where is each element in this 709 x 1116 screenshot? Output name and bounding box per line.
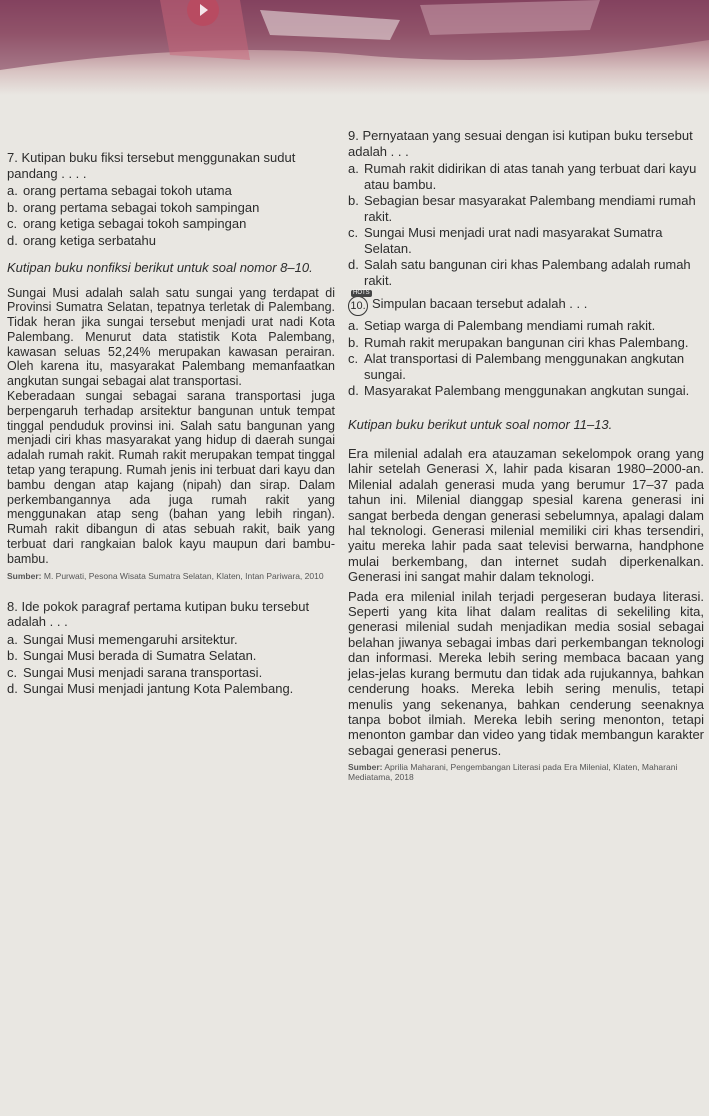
source-text: Aprilia Maharani, Pengembangan Literasi pada Era Milenial, Klaten, Maharani Mediatama, 2018 <box>348 762 678 783</box>
passage-source <box>348 762 704 782</box>
option-letter: c. <box>7 216 18 231</box>
question-8-option-c[interactable] <box>7 665 335 681</box>
passage-era-milenial <box>348 446 704 782</box>
option-text: Rumah rakit merupakan bangunan ciri khas Palembang. <box>364 334 689 350</box>
option-text: Sungai Musi menjadi jantung Kota Palembang. <box>23 681 294 697</box>
option-text: orang ketiga sebagai tokoh sampingan <box>23 216 247 231</box>
question-8 <box>7 599 335 697</box>
option-text: Salah satu bangunan ciri khas Palembang adalah rumah rakit. <box>364 257 691 288</box>
option-letter: b. <box>348 193 359 208</box>
question-10-option-d[interactable] <box>348 383 704 399</box>
passage-sungai-musi <box>7 286 335 581</box>
passage-paragraph-2: Pada era milenial inilah terjadi pergeseran budaya literasi. Seperti yang kita lihat dalam realitas di sekeliling kita, generasi milenial sudah menjadikan media sosial sebagai belahan jiwanya sebagai imbas dari perkembangan teknologi dan informasi. Mereka lebih sering membaca bacaan yang jelas-jelas kurang bermutu dan tidak ada rujukannya, bahkan cenderung hoaks. Mereka lebih sering menulis, tetapi menulis yang sekenanya, bahkan cenderung seenaknya tanpa bobot ilmiah. Mereka lebih sering menonton, tetapi menonton gambar dan video yang tidak membangun karakter sebagai generasi penerus. <box>348 588 704 758</box>
source-label: Sumber: <box>348 762 383 773</box>
section-heading-nonfiksi: Kutipan buku nonfiksi berikut untuk soal nomor 8–10. <box>7 260 313 275</box>
option-letter: a. <box>7 183 18 198</box>
option-letter: d. <box>348 257 359 272</box>
question-9 <box>348 128 704 288</box>
decorative-pattern <box>0 0 709 95</box>
option-text: Rumah rakit didirikan di atas tanah yang terbuat dari kayu atau bambu. <box>364 161 697 192</box>
source-text: M. Purwati, Pesona Wisata Sumatra Selatan, Klaten, Intan Pariwara, 2010 <box>43 570 324 581</box>
header-illustration <box>0 0 709 95</box>
option-text: Sungai Musi menjadi urat nadi masyarakat Sumatra Selatan. <box>364 225 663 256</box>
option-text: Sebagian besar masyarakat Palembang mendiami rumah rakit. <box>364 193 696 224</box>
left-column <box>7 150 335 698</box>
question-7-option-d[interactable] <box>7 233 335 249</box>
section-heading-11-13: Kutipan buku berikut untuk soal nomor 11–13. <box>348 416 613 432</box>
question-8-option-a[interactable] <box>7 632 335 648</box>
option-text: orang pertama sebagai tokoh sampingan <box>23 199 260 215</box>
hots-badge: HOTS <box>353 290 370 296</box>
option-text: orang pertama sebagai tokoh utama <box>23 183 232 198</box>
passage-paragraph-2: Keberadaan sungai sebagai sarana transportasi juga berpengaruh terhadap arsitektur bangunan untuk tempat tinggal penduduk provinsi ini. Salah satu bangunan yang menjadi ciri khas masyarakat yang hidup di daerah sungai adalah rumah rakit. Rumah rakit merupakan tempat tinggal tetap yang terapung. Rumah jenis ini terbuat dari kayu dan bambu dengan atap kajang (nipah) dan sirap. Dalam perkembangannya ada juga rumah rakit yang menggunakan atap seng (bahan yang lebih ringan). Rumah rakit dibangun di atas sebuah rakit, baik yang terbuat dari rangkaian balok kayu maupun dari bambu-bambu. <box>7 389 335 566</box>
question-8-stem: 8. Ide pokok paragraf pertama kutipan buku tersebut adalah . . . <box>7 598 310 630</box>
question-9-option-a[interactable] <box>348 161 704 192</box>
option-letter: b. <box>7 199 18 215</box>
question-8-option-d[interactable] <box>7 681 335 697</box>
option-letter: b. <box>7 648 18 664</box>
option-letter: a. <box>348 318 359 333</box>
question-9-option-d[interactable] <box>348 257 704 288</box>
option-text: Sungai Musi memengaruhi arsitektur. <box>23 631 238 647</box>
question-10-option-b[interactable] <box>348 335 704 351</box>
option-letter: b. <box>348 334 359 350</box>
question-9-option-b[interactable] <box>348 193 704 224</box>
question-10-stem-row <box>348 290 704 316</box>
question-number-circle <box>348 290 370 316</box>
option-letter: c. <box>348 225 359 240</box>
question-9-option-c[interactable] <box>348 225 704 256</box>
question-9-stem: 9. Pernyataan yang sesuai dengan isi kutipan buku tersebut adalah . . . <box>348 128 693 159</box>
question-10-option-c[interactable] <box>348 351 704 382</box>
option-letter: a. <box>7 631 18 647</box>
option-text: Alat transportasi di Palembang menggunakan angkutan sungai. <box>364 351 685 382</box>
question-10-number: 10. <box>350 300 366 312</box>
passage-source <box>7 571 335 581</box>
option-text: Setiap warga di Palembang mendiami rumah rakit. <box>364 318 656 333</box>
question-8-option-b[interactable] <box>7 648 335 664</box>
option-text: orang ketiga serbatahu <box>23 232 156 248</box>
question-7-option-a[interactable] <box>7 183 335 199</box>
question-7-option-c[interactable] <box>7 216 335 232</box>
question-7-option-b[interactable] <box>7 200 335 216</box>
question-10-option-a[interactable] <box>348 318 704 334</box>
question-10-stem: Simpulan bacaan tersebut adalah . . . <box>372 296 588 311</box>
option-text: Sungai Musi menjadi sarana transportasi. <box>23 664 263 680</box>
source-label: Sumber: <box>7 570 42 581</box>
option-text: Sungai Musi berada di Sumatra Selatan. <box>23 648 257 664</box>
option-letter: d. <box>7 681 18 697</box>
option-text: Masyarakat Palembang menggunakan angkutan sungai. <box>364 383 690 398</box>
passage-paragraph-1: Sungai Musi adalah salah satu sungai yang terdapat di Provinsi Sumatra Selatan, tepatnya terletak di Palembang. Tidak heran jika sungai tersebut menjadi urat nadi Kota Palembang. Menurut data statistik Kota Palembang, kawasan seluas 52,24% merupakan kawasan perairan. Oleh karena itu, masyarakat Palembang memanfaatkan angkutan sungai sebagai alat transportasi. <box>7 285 335 389</box>
option-letter: a. <box>348 161 359 176</box>
option-letter: c. <box>7 664 18 680</box>
option-letter: d. <box>348 383 359 398</box>
question-7 <box>7 150 335 248</box>
option-letter: c. <box>348 351 359 366</box>
question-7-stem: 7. Kutipan buku fiksi tersebut menggunakan sudut pandang . . . . <box>7 150 296 181</box>
option-letter: d. <box>7 232 18 248</box>
question-10 <box>348 290 704 399</box>
right-column <box>348 128 704 782</box>
passage-paragraph-1: Era milenial adalah era atauzaman sekelompok orang yang lahir setelah Generasi X, lahir pada kisaran 1980–2000-an. Milenial adalah generasi muda yang berumur 17–37 pada tahun ini. Milenial dianggap spesial karena generasi ini sangat berbeda dengan generasi sebelumnya, apalagi dalam hal teknologi. Generasi milenial memiliki ciri khas tersendiri, yaitu mereka lahir pada saat televisi berwarna, handphone mulai berkembang, dan internet sudah diperkenalkan. Generasi ini sangat mahir dalam teknologi. <box>348 446 704 585</box>
